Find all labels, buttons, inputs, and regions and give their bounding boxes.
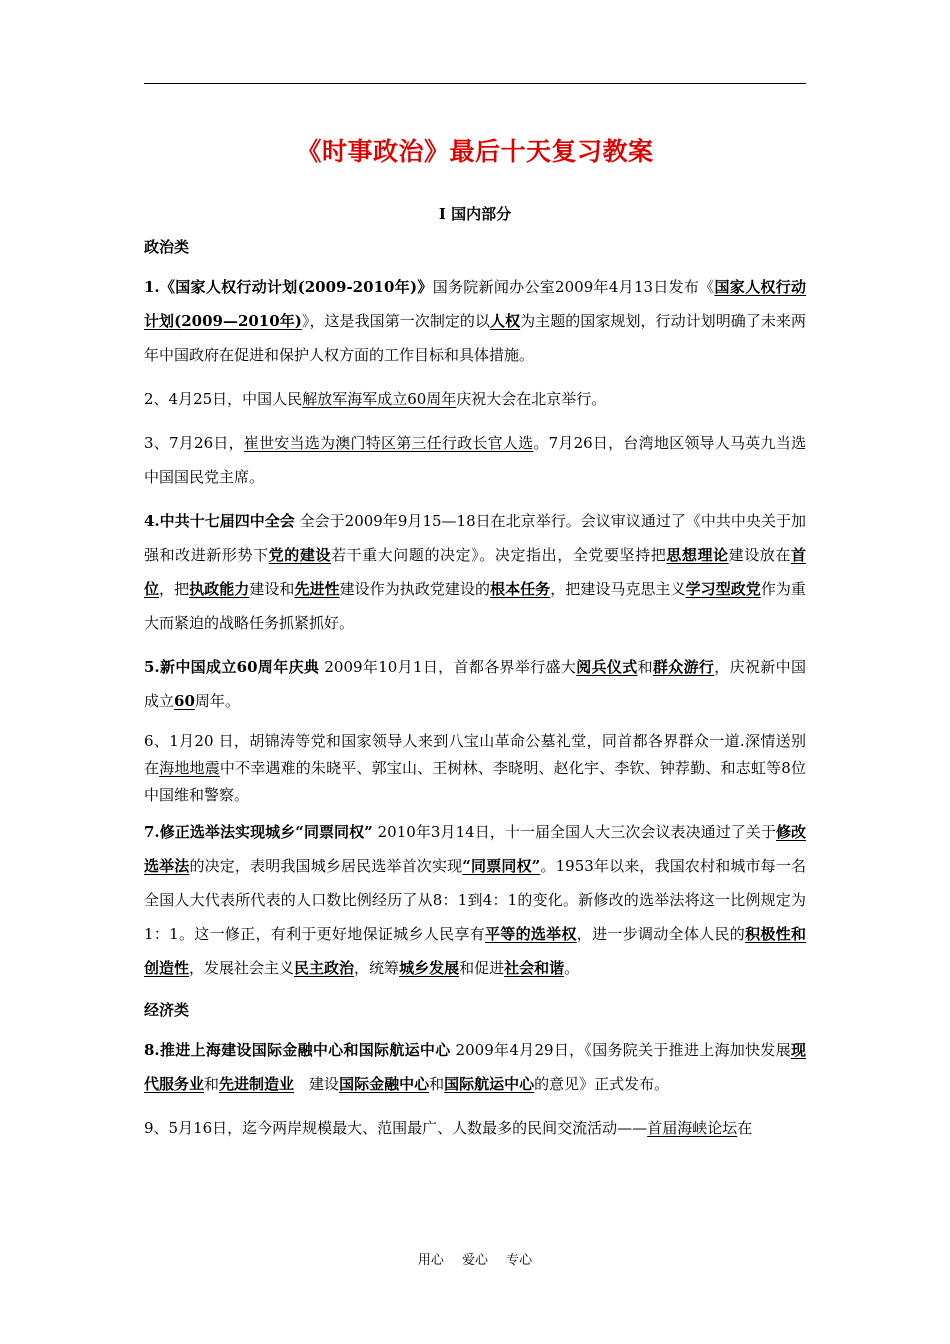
section-heading-politics: 政治类 (144, 238, 190, 256)
document-title: 《时事政治》最后十天复习教案 (296, 137, 654, 166)
paragraph-2 (144, 382, 806, 416)
p9-text: 在 (737, 1119, 753, 1137)
p8-text: 和 (429, 1075, 445, 1093)
paragraph-1 (144, 270, 806, 372)
p4-text: ，把 (159, 580, 190, 598)
p7-text: ，进一步调动全体人民的 (576, 925, 746, 943)
p6-text: 中不幸遇难的朱晓平、郭宝山、王树林、李晓明、赵化宇、李钦、钟荐勤、和志虹等8位中国维和警察。 (144, 759, 806, 804)
p5-text: 和 (637, 658, 653, 676)
p1-key-human-rights: 人权 (490, 312, 521, 330)
paragraph-4 (144, 504, 806, 640)
p7-text: 。1953年以来，我国农村和城市每一名全国人大代表所代表的人口数比例经历了从8：1到4：1的变化。新修改的选举法将这一比例规定为1：1。这一修正，有利于更好地保证城乡人民享有 (144, 857, 806, 943)
p5-key: 阅兵仪式 (576, 658, 638, 676)
p8-key: 现代服务业 (144, 1041, 806, 1093)
paragraph-3 (144, 426, 806, 494)
p7-text: 2010年3月14日，十一届全国人大三次会议表决通过了关于 (372, 823, 776, 841)
section-heading-economy: 经济类 (144, 1001, 190, 1019)
footer-word: 专心 (506, 1253, 533, 1268)
p7-text: 。 (564, 959, 580, 977)
p8-key: 国际金融中心 (339, 1075, 430, 1093)
p8-key: 国际航运中心 (444, 1075, 535, 1093)
p8-text: 和 (204, 1075, 220, 1093)
p7-text: ，统筹 (354, 959, 400, 977)
p7-key: 积极性和创造性 (144, 925, 806, 977)
header-rule (144, 83, 806, 84)
p1-key-plan: 国家人权行动计划(2009—2010年) (144, 278, 806, 330)
p4-text: 若干重大问题的决定》。决定指出，全党要坚持把 (330, 546, 667, 564)
p8-lead: 8.推进上海建设国际金融中心和国际航运中心 (144, 1041, 451, 1059)
p4-text: ，把建设马克思主义 (550, 580, 686, 598)
p7-key: 修改选举法 (144, 823, 806, 875)
p4-text: 建设和 (249, 580, 295, 598)
p8-key: 先进制造业 (219, 1075, 295, 1093)
p7-key: 社会和谐 (504, 959, 565, 977)
footer-word: 爱心 (461, 1253, 488, 1268)
footer-word: 用心 (417, 1253, 444, 1268)
paragraph-5 (144, 650, 806, 718)
p7-lead: 7.修正选举法实现城乡“同票同权” (144, 823, 373, 841)
p4-key: 执政能力 (189, 580, 250, 598)
p4-key: 党的建设 (268, 546, 331, 564)
p4-lead: 4.中共十七届四中全会 (144, 512, 295, 530)
p8-text: 建设 (294, 1075, 340, 1093)
p7-text: ，发展社会主义 (189, 959, 295, 977)
p3-key: 崔世安当选为澳门特区第三任行政长官人选 (243, 434, 534, 452)
document-body (144, 232, 806, 1155)
p7-key: “同票同权” (462, 857, 541, 875)
p2-key: 解放军海军成立60周年 (302, 390, 457, 408)
p7-key: 平等的选举权 (484, 925, 577, 943)
p4-key: 先进性 (294, 580, 340, 598)
p4-text: 建设放在 (728, 546, 791, 564)
p1-text: 为主题的国家规划，行动计划明确了未来两年中国政府在促进和保护人权方面的工作目标和具体措施。 (144, 312, 806, 364)
paragraph-7 (144, 815, 806, 985)
p4-text: 作为重大而紧迫的战略任务抓紧抓好。 (144, 580, 806, 632)
p7-text: 的决定，表明我国城乡居民选举首次实现 (189, 857, 463, 875)
p2-text: 2、4月25日，中国人民 (144, 390, 303, 408)
p7-key: 城乡发展 (399, 959, 460, 977)
p1-lead: 1.《国家人权行动计划(2009-2010年)》 (144, 278, 433, 296)
p4-text: 全会于2009年9月15—18日在北京举行。会议审议通过了《中共中央关于加强和改进新形势下 (144, 512, 806, 564)
p4-key: 学习型政党 (685, 580, 761, 598)
p4-text: 建设作为执政党建设的 (339, 580, 491, 598)
p1-text: 》，这是我国第一次制定的以 (301, 312, 491, 330)
p8-text: 2009年4月29日，《国务院关于推进上海加快发展 (450, 1041, 791, 1059)
paragraph-8 (144, 1033, 806, 1101)
page-footer (0, 1249, 950, 1268)
p2-text: 庆祝大会在北京举行。 (456, 390, 607, 408)
p5-key: 群众游行 (652, 658, 715, 676)
p9-text: 9、5月16日，迄今两岸规模最大、范围最广、人数最多的民间交流活动—— (144, 1119, 648, 1137)
p4-key: 思想理论 (666, 546, 729, 564)
p7-key: 民主政治 (294, 959, 355, 977)
p5-text: 2009年10月1日，首都各界举行盛大 (319, 658, 577, 676)
p5-lead: 5.新中国成立60周年庆典 (144, 658, 320, 676)
paragraph-6 (144, 728, 806, 809)
p7-text: 和促进 (459, 959, 505, 977)
p3-text: 。7月26日，台湾地区领导人马英九当选中国国民党主席。 (144, 434, 806, 486)
p6-text: 6、1月20 日，胡锦涛等党和国家领导人来到八宝山革命公墓礼堂，同首都各界群众一道.深情送别在 (144, 732, 806, 777)
paragraph-9 (144, 1111, 806, 1145)
p5-text: 周年。 (194, 692, 240, 710)
p1-text: 国务院新闻办公室2009年4月13日发布《 (432, 278, 715, 296)
p8-text: 的意见》正式发布。 (534, 1075, 670, 1093)
p9-key: 首届海峡论坛 (647, 1119, 738, 1137)
p5-text: ，庆祝新中国成立 (144, 658, 806, 710)
p3-text: 3、7月26日， (144, 434, 244, 452)
p5-key: 60 (174, 692, 195, 710)
section-subtitle: Ⅰ 国内部分 (438, 205, 512, 223)
p4-key: 首位 (144, 546, 806, 598)
p6-key: 海地地震 (159, 759, 220, 777)
p4-key: 根本任务 (490, 580, 551, 598)
